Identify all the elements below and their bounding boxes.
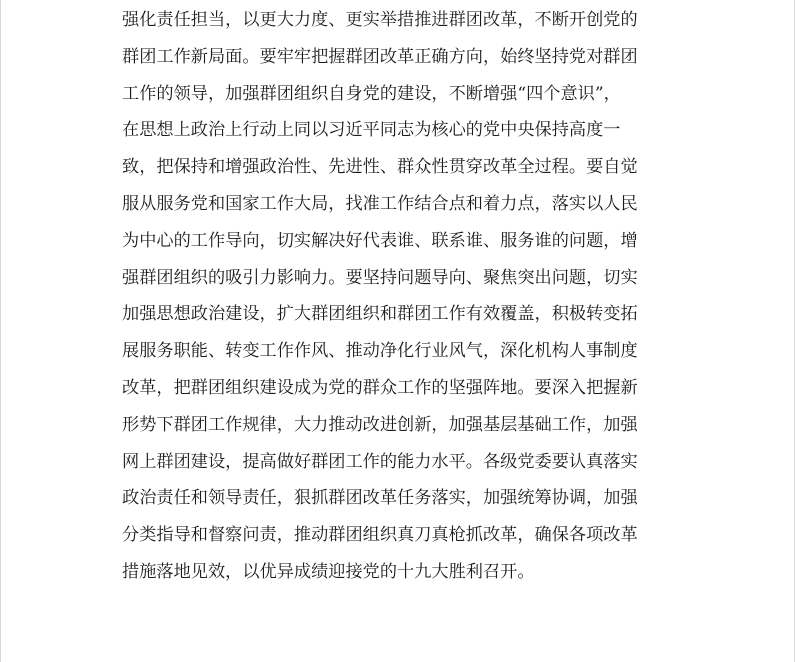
document-body <box>122 0 682 591</box>
text-line: 致，把保持和增强政治性、先进性、群众性贯穿改革全过程。要自觉 <box>122 157 638 178</box>
text-line: 工作的领导，加强群团组织自身党的建设，不断增强“四个意识”， <box>122 83 621 104</box>
text-line: 强群团组织的吸引力影响力。要坚持问题导向、聚焦突出问题，切实 <box>122 267 638 288</box>
text-line: 改革，把群团组织建设成为党的群众工作的坚强阵地。要深入把握新 <box>122 377 638 398</box>
text-line: 分类指导和督察问责，推动群团组织真刀真枪抓改革，确保各项改革 <box>122 525 638 546</box>
text-line: 政治责任和领导责任，狠抓群团改革任务落实，加强统筹协调，加强 <box>122 488 638 509</box>
text-line: 群团工作新局面。要牢牢把握群团改革正确方向，始终坚持党对群团 <box>122 46 638 67</box>
text-line: 强化责任担当，以更大力度、更实举措推进群团改革，不断开创党的 <box>122 10 638 30</box>
page-edge-left <box>0 0 1 662</box>
text-line: 在思想上政治上行动上同以习近平同志为核心的党中央保持高度一 <box>122 120 621 141</box>
text-line: 展服务职能、转变工作作风、推动净化行业风气，深化机构人事制度 <box>122 341 638 362</box>
text-line: 形势下群团工作规律，大力推动改进创新，加强基层基础工作，加强 <box>122 414 638 435</box>
text-line: 网上群团建设，提高做好群团工作的能力水平。各级党委要认真落实 <box>122 451 638 472</box>
text-line: 为中心的工作导向，切实解决好代表谁、联系谁、服务谁的问题，增 <box>122 230 638 251</box>
text-line: 措施落地见效，以优异成绩迎接党的十九大胜利召开。 <box>122 561 535 582</box>
text-line: 服从服务党和国家工作大局，找准工作结合点和着力点，落实以人民 <box>122 193 638 214</box>
text-line: 加强思想政治建设，扩大群团组织和群团工作有效覆盖，积极转变拓 <box>122 304 638 325</box>
